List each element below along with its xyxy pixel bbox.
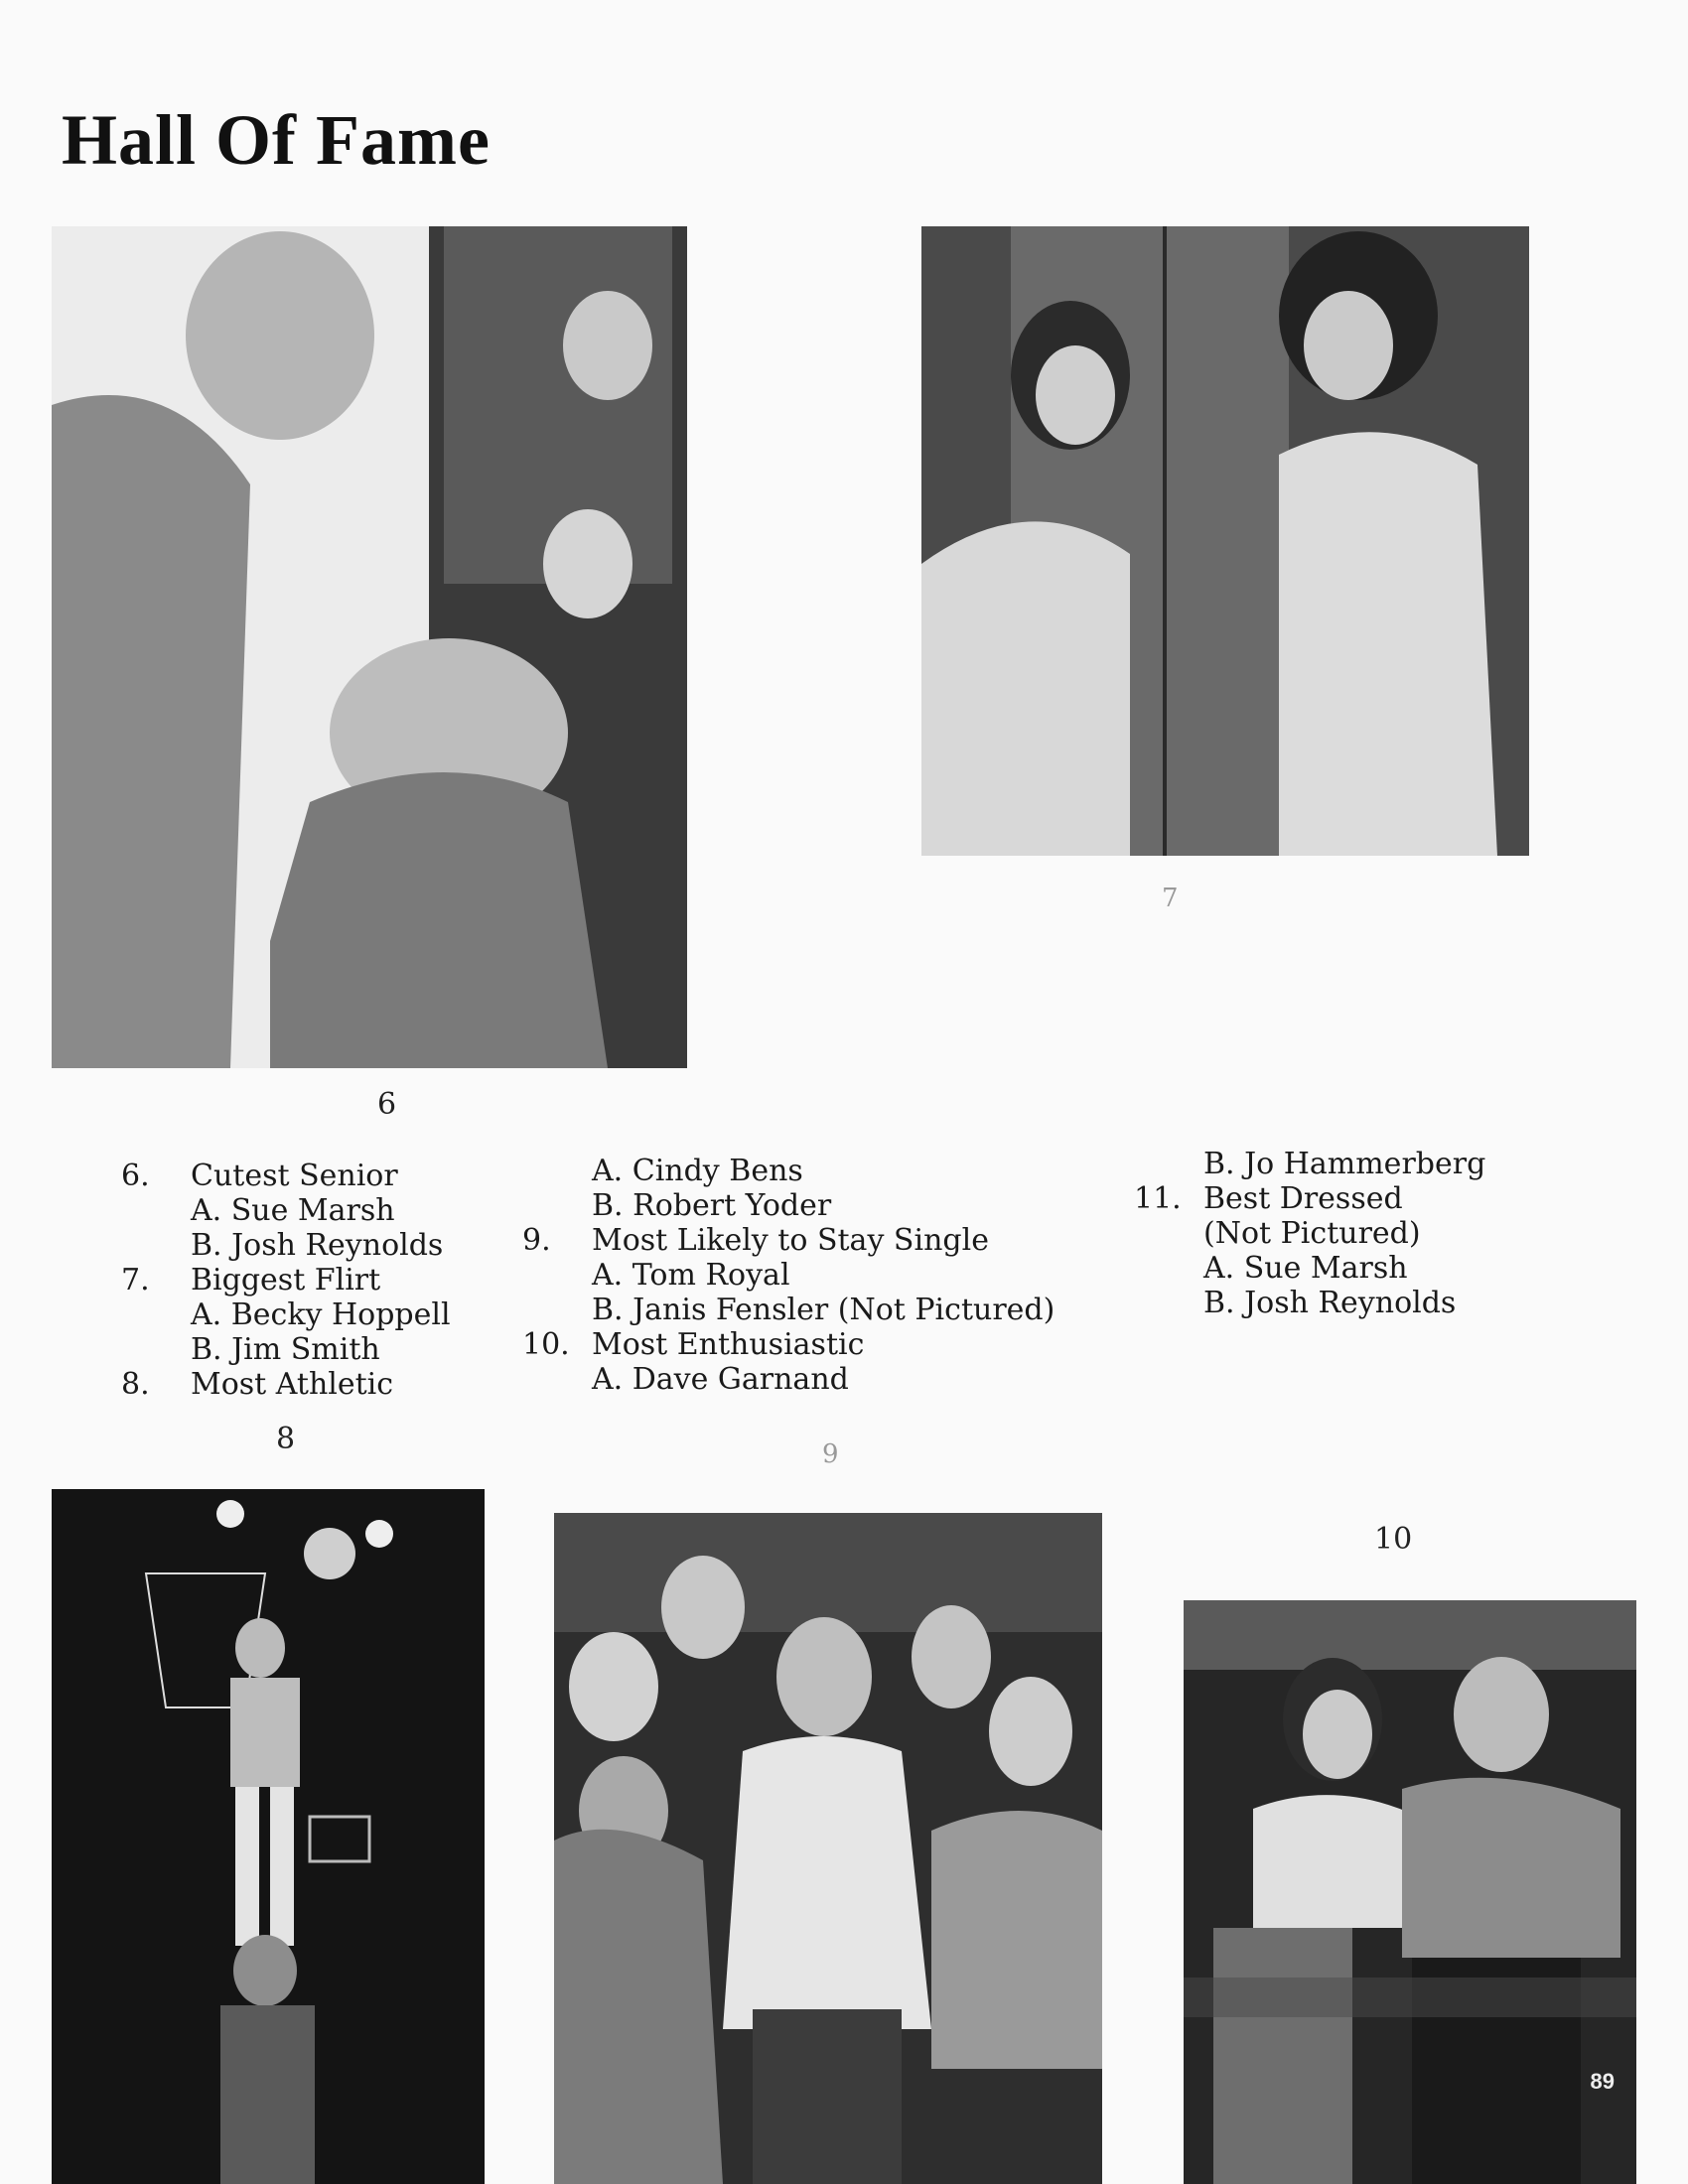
award-line: A. Becky Hoppell — [191, 1297, 451, 1332]
page-title: Hall Of Fame — [62, 100, 491, 180]
award-line: 9. Most Likely to Stay Single — [522, 1223, 989, 1258]
award-line: 7. Biggest Flirt — [121, 1263, 381, 1297]
photo-number-7: 7 — [1162, 884, 1179, 913]
award-line: (Not Pictured) — [1203, 1216, 1421, 1251]
photo-8 — [52, 1489, 485, 2184]
award-line: B. Josh Reynolds — [1203, 1286, 1457, 1320]
award-line: A. Cindy Bens — [592, 1154, 803, 1188]
award-line: B. Jo Hammerberg — [1203, 1147, 1486, 1181]
award-line: 6. Cutest Senior — [121, 1159, 398, 1193]
photo-number-10: 10 — [1374, 1522, 1413, 1557]
award-line: B. Robert Yoder — [592, 1188, 832, 1223]
award-line: 11. Best Dressed — [1134, 1181, 1403, 1216]
photo-number-6: 6 — [377, 1087, 397, 1122]
awards-column-3 — [1134, 1147, 1485, 1320]
awards-column-2 — [522, 1154, 1055, 1397]
award-line: 10. Most Enthusiastic — [522, 1327, 865, 1362]
award-line: 8. Most Athletic — [121, 1367, 394, 1402]
photo-10 — [1184, 1600, 1636, 2184]
award-line: A. Sue Marsh — [1203, 1251, 1408, 1286]
awards-column-1 — [121, 1159, 451, 1402]
award-line: A. Dave Garnand — [592, 1362, 849, 1397]
photo-number-9: 9 — [822, 1439, 839, 1469]
page-number: 89 — [1590, 2069, 1615, 2094]
photo-7 — [921, 226, 1529, 856]
award-line: B. Josh Reynolds — [191, 1228, 444, 1263]
photo-number-8: 8 — [276, 1422, 296, 1456]
award-line: A. Tom Royal — [592, 1258, 790, 1293]
award-line: B. Janis Fensler (Not Pictured) — [592, 1293, 1055, 1327]
photo-9 — [554, 1513, 1102, 2184]
award-line: B. Jim Smith — [191, 1332, 380, 1367]
photo-6 — [52, 226, 687, 1068]
award-line: A. Sue Marsh — [191, 1193, 395, 1228]
